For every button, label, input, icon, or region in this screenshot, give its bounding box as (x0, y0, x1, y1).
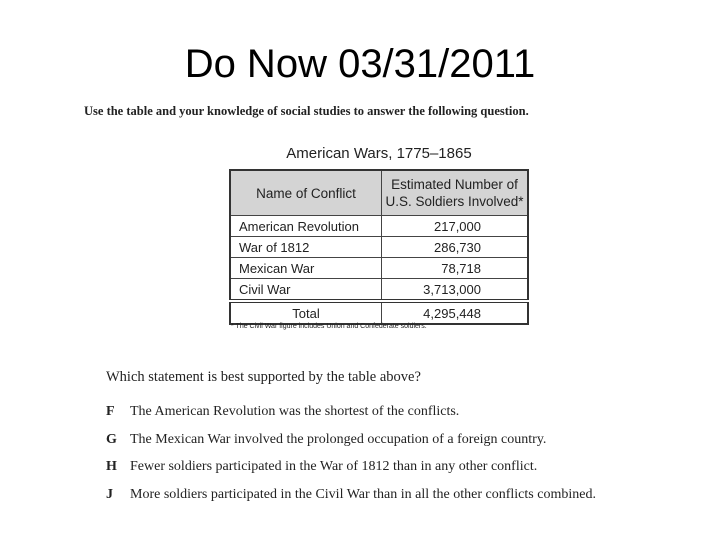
conflict-name-cell: Mexican War (230, 258, 382, 279)
total-count-cell: 4,295,448 (382, 301, 529, 324)
soldier-count-cell: 286,730 (382, 237, 529, 258)
option-text: The Mexican War involved the prolonged occupation of a foreign country. (130, 431, 547, 447)
soldier-count-cell: 217,000 (382, 216, 529, 237)
table-header-row (230, 170, 528, 216)
instruction-text: Use the table and your knowledge of social studies to answer the following question. (84, 104, 529, 118)
table-footnote: * The Civil War figure includes Union and Confederate soldiers. (231, 323, 427, 330)
conflict-name-cell: American Revolution (230, 216, 382, 237)
header-soldier-count: Estimated Number of U.S. Soldiers Involved* (382, 170, 529, 216)
answer-option (106, 432, 596, 460)
table-total-row (230, 301, 528, 324)
option-text: More soldiers participated in the Civil War than in all the other conflicts combined. (130, 486, 596, 502)
table-row (230, 279, 528, 302)
option-text: The American Revolution was the shortest of the conflicts. (130, 404, 460, 419)
table-row (230, 237, 528, 258)
conflict-name-cell: Civil War (230, 279, 382, 302)
total-label-cell: Total (230, 301, 382, 324)
answer-options-list (106, 404, 596, 514)
header-conflict-name: Name of Conflict (230, 170, 382, 216)
soldier-count-cell: 3,713,000 (382, 279, 529, 302)
option-letter: F (106, 404, 115, 419)
slide-title: Do Now 03/31/2011 (184, 42, 536, 86)
option-letter: G (106, 431, 117, 447)
american-wars-table (229, 169, 529, 325)
option-text: Fewer soldiers participated in the War of 1812 than in any other conflict. (130, 459, 538, 474)
option-letter: H (106, 459, 117, 474)
table-row (230, 258, 528, 279)
table-title: American Wars, 1775–1865 (286, 145, 472, 162)
option-letter: J (106, 486, 113, 502)
soldier-count-cell: 78,718 (382, 258, 529, 279)
answer-option (106, 404, 596, 432)
table-row (230, 216, 528, 237)
answer-option (106, 459, 596, 487)
answer-option (106, 487, 596, 515)
question-text: Which statement is best supported by the table above? (106, 369, 421, 385)
conflict-name-cell: War of 1812 (230, 237, 382, 258)
